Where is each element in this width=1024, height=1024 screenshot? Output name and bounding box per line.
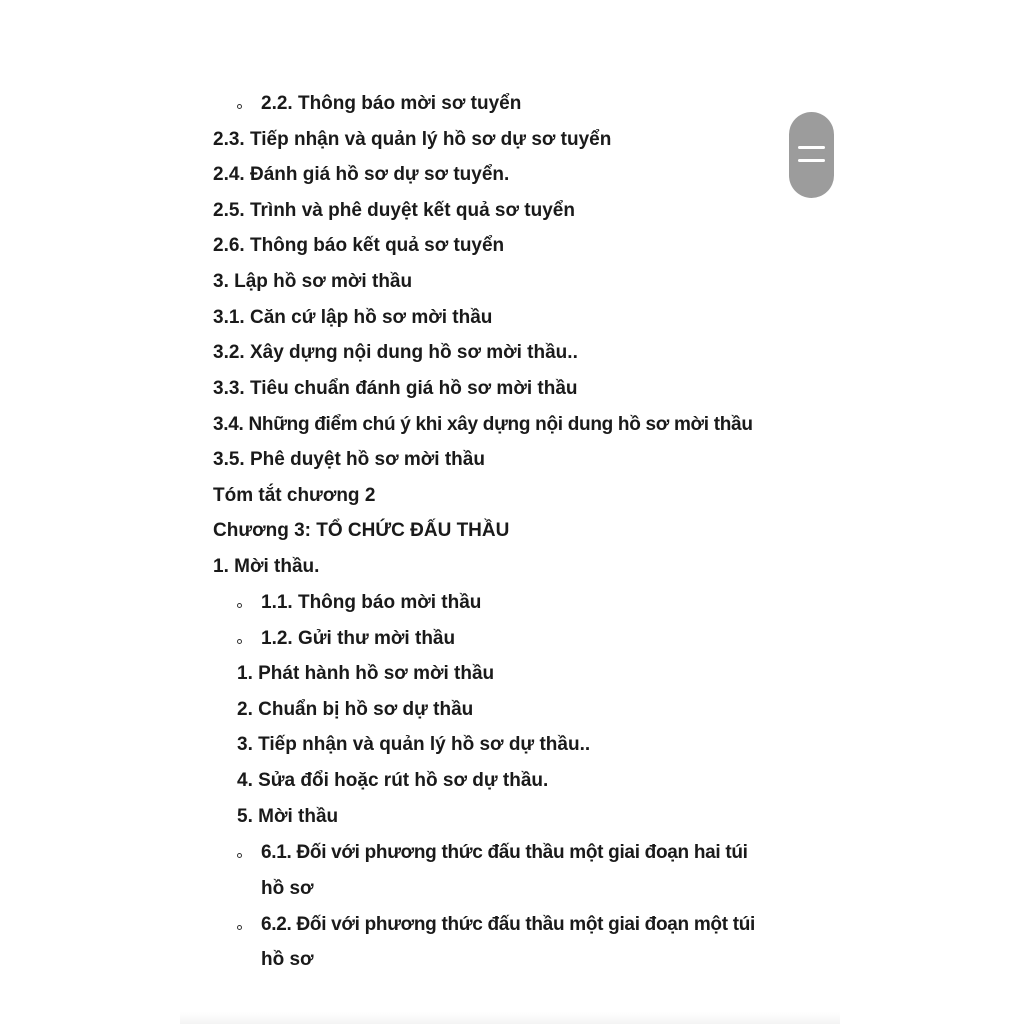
- bullet-icon: [237, 639, 242, 644]
- toc-line: 1. Mời thầu.: [213, 556, 320, 577]
- toc-line: Tóm tắt chương 2: [213, 485, 376, 506]
- toc-line: 3.3. Tiêu chuẩn đánh giá hồ sơ mời thầu: [213, 378, 578, 399]
- toc-line: 2.4. Đánh giá hồ sơ dự sơ tuyển.: [213, 164, 510, 185]
- toc-line: 3.2. Xây dựng nội dung hồ sơ mời thầu..: [213, 342, 578, 363]
- chapter-heading: Chương 3: TỔ CHỨC ĐẤU THẦU: [213, 520, 510, 541]
- toc-line: 2.5. Trình và phê duyệt kết quả sơ tuyển: [213, 200, 575, 221]
- bullet-icon: [237, 104, 242, 109]
- page-bottom-edge: [180, 1012, 840, 1024]
- toc-line: 3. Lập hồ sơ mời thầu: [213, 271, 413, 292]
- bullet-icon: [237, 853, 242, 858]
- toc-line: 3.5. Phê duyệt hồ sơ mời thầu: [213, 449, 485, 470]
- toc-line-continued: hồ sơ: [261, 878, 314, 899]
- toc-line: 1.2. Gửi thư mời thầu: [261, 628, 456, 649]
- drag-handle-icon[interactable]: [789, 112, 834, 198]
- toc-line: 2.2. Thông báo mời sơ tuyển: [261, 93, 522, 114]
- bullet-icon: [237, 925, 242, 930]
- toc-line: 3.1. Căn cứ lập hồ sơ mời thầu: [213, 307, 493, 328]
- toc-line: 4. Sửa đổi hoặc rút hồ sơ dự thầu.: [237, 770, 549, 791]
- bullet-icon: [237, 603, 242, 608]
- toc-line-continued: hồ sơ: [261, 949, 314, 970]
- toc-line: 3. Tiếp nhận và quản lý hồ sơ dự thầu..: [237, 734, 591, 755]
- toc-line: 2. Chuẩn bị hồ sơ dự thầu: [237, 699, 474, 720]
- handle-bar: [798, 159, 825, 162]
- toc-line: 6.1. Đối với phương thức đấu thầu một giai đoạn hai túi: [261, 842, 748, 863]
- toc-line: 2.3. Tiếp nhận và quản lý hồ sơ dự sơ tuyển: [213, 129, 612, 150]
- toc-line: 1.1. Thông báo mời thầu: [261, 592, 482, 613]
- toc-line: 1. Phát hành hồ sơ mời thầu: [237, 663, 495, 684]
- toc-line: 5. Mời thầu: [237, 806, 339, 827]
- toc-line: 3.4. Những điểm chú ý khi xây dựng nội dung hồ sơ mời thầu: [213, 414, 753, 435]
- handle-bar: [798, 146, 825, 149]
- toc-line: 6.2. Đối với phương thức đấu thầu một giai đoạn một túi: [261, 914, 756, 935]
- toc-line: 2.6. Thông báo kết quả sơ tuyển: [213, 235, 505, 256]
